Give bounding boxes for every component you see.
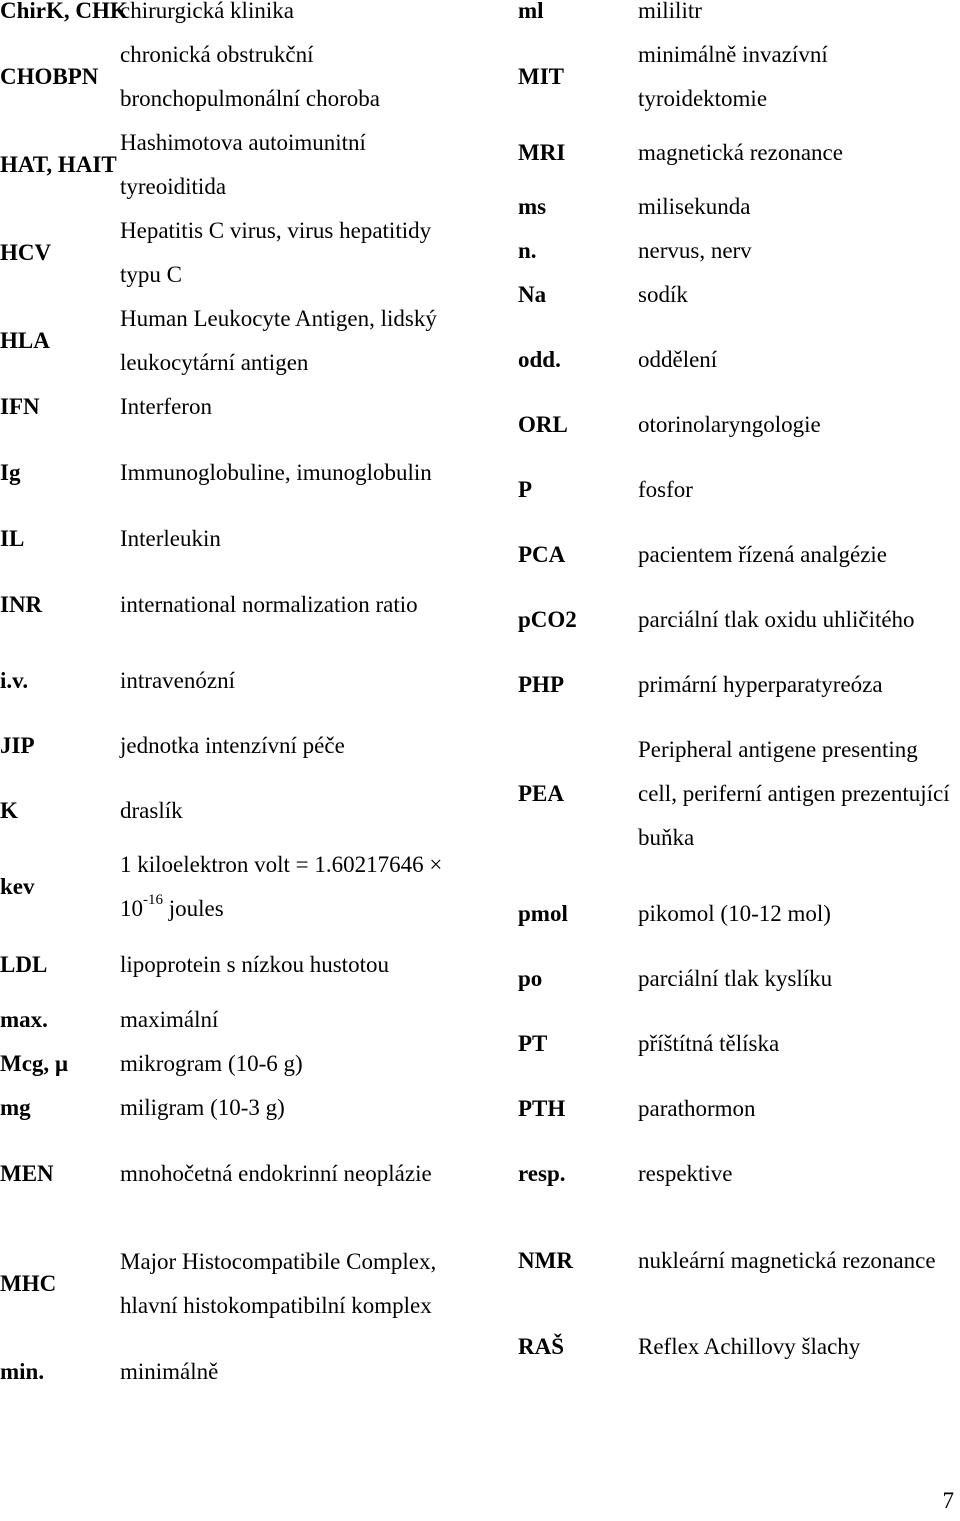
abbreviation-definition: Reflex Achillovy šlachy <box>638 1334 861 1359</box>
abbreviation-definition: parciální tlak oxidu uhličitého <box>638 607 915 632</box>
abbreviation-entry-p <box>518 447 960 533</box>
abbreviation-term: MHC <box>0 1271 57 1296</box>
abbreviation-entry-php <box>518 663 960 707</box>
abbreviation-definition: pikomol (10-12 mol) <box>638 901 831 926</box>
abbreviation-list-right <box>518 0 960 1379</box>
abbreviation-entry-men <box>0 1130 480 1218</box>
abbreviation-term: pmol <box>518 901 568 926</box>
abbreviation-term: PTH <box>518 1096 566 1121</box>
abbreviation-term: MIT <box>518 64 564 89</box>
abbreviation-term: LDL <box>0 951 48 977</box>
abbreviation-entry-ms <box>518 185 960 229</box>
abbreviation-definition: Peripheral antigene presenting cell, periferní antigen prezentující buňka <box>638 737 950 850</box>
abbreviation-entry-jip <box>0 713 480 779</box>
abbreviation-definition: maximální <box>120 1007 219 1032</box>
abbreviation-definition: chronická obstrukční bronchopulmonální choroba <box>120 42 380 111</box>
abbreviation-entry-resp <box>518 1141 960 1207</box>
abbreviation-definition: parathormon <box>638 1096 756 1121</box>
abbreviation-term: min. <box>0 1359 45 1384</box>
abbreviation-term: mg <box>0 1095 31 1120</box>
abbreviation-definition: Hepatitis C virus, virus hepatitidy typu C <box>120 218 432 287</box>
abbreviation-definition: mikrogram (10-6 g) <box>120 1051 303 1076</box>
abbreviation-entry-i-v <box>0 649 480 713</box>
abbreviation-term: PCA <box>518 542 566 567</box>
abbreviation-entry-pmol <box>518 881 960 947</box>
abbreviation-entry-n <box>518 229 960 273</box>
abbreviation-entry-po <box>518 947 960 1011</box>
abbreviation-definition: pacientem řízená analgézie <box>638 542 888 567</box>
abbreviation-definition: Interferon <box>120 394 212 419</box>
abbreviation-entry-pea <box>518 707 960 881</box>
abbreviation-term: PT <box>518 1031 548 1056</box>
abbreviation-term: ml <box>518 0 544 23</box>
abbreviation-entry-max <box>0 998 480 1042</box>
definition-unit: joules <box>163 896 224 921</box>
abbreviation-definition: intravenózní <box>120 668 235 693</box>
abbreviation-definition: milisekunda <box>638 194 751 219</box>
abbreviation-term: Na <box>518 282 547 307</box>
abbreviation-entry-chobpn <box>0 33 480 121</box>
abbreviation-definition: Interleukin <box>120 526 221 551</box>
abbreviation-term: CHOBPN <box>0 64 99 89</box>
definition-text: 1 kiloelektron volt = 1.60217646 × 10 <box>120 852 443 921</box>
abbreviation-term: odd. <box>518 347 561 372</box>
abbreviation-term: RAŠ <box>518 1334 565 1359</box>
abbreviation-entry-orl <box>518 403 960 447</box>
abbreviation-definition: Hashimotova autoimunitní tyreoiditida <box>120 130 366 199</box>
abbreviation-term: HLA <box>0 328 50 353</box>
abbreviation-term: INR <box>0 592 43 617</box>
abbreviation-entry-kev <box>0 843 480 931</box>
abbreviation-term: n. <box>518 238 537 263</box>
abbreviation-term: max. <box>0 1007 48 1032</box>
abbreviation-entry-min <box>0 1350 480 1394</box>
abbreviation-entry-mri <box>518 121 960 185</box>
abbreviation-entry-hla <box>0 297 480 385</box>
page-number: 7 <box>942 1488 954 1513</box>
abbreviation-definition: mnohočetná endokrinní neoplázie <box>120 1161 432 1186</box>
abbreviation-definition: nukleární magnetická rezonance <box>638 1248 936 1273</box>
abbreviation-entry-mhc <box>0 1218 480 1350</box>
abbreviation-term: HCV <box>0 240 52 265</box>
abbreviation-term: ORL <box>518 412 568 437</box>
abbreviation-entry-pth <box>518 1077 960 1141</box>
abbreviation-entry-na <box>518 273 960 317</box>
abbreviation-term: MRI <box>518 140 566 165</box>
abbreviation-term: MEN <box>0 1161 54 1186</box>
abbreviation-entry-odd <box>518 317 960 403</box>
abbreviation-entry-mg <box>0 1086 480 1130</box>
abbreviation-definition: minimálně <box>120 1359 219 1384</box>
abbreviation-entry-nmr <box>518 1207 960 1315</box>
abbreviation-entry-ig <box>0 429 480 517</box>
abbreviation-definition: Major Histocompatibile Complex, hlavní histokompatibilní komplex <box>120 1249 437 1318</box>
abbreviation-definition: oddělení <box>638 347 718 372</box>
abbreviation-entry-ldl <box>0 931 480 998</box>
abbreviation-term: IFN <box>0 394 40 419</box>
abbreviation-term: HAT, HAIT <box>0 152 117 177</box>
abbreviation-definition: jednotka intenzívní péče <box>120 733 345 758</box>
abbreviation-definition <box>120 843 450 931</box>
abbreviation-term: PHP <box>518 672 564 697</box>
abbreviation-term: Ig <box>0 460 21 485</box>
abbreviation-definition: nervus, nerv <box>638 238 752 263</box>
abbreviation-definition: sodík <box>638 282 688 307</box>
definition-exponent: -16 <box>143 892 163 909</box>
abbreviation-entry-il <box>0 517 480 561</box>
abbreviation-entry-mcg <box>0 1042 480 1086</box>
abbreviation-term: ChirK, CHK <box>0 0 128 23</box>
abbreviation-definition: příštítná tělíska <box>638 1031 780 1056</box>
abbreviation-term: po <box>518 966 543 991</box>
abbreviation-definition: minimálně invazívní tyroidektomie <box>638 42 828 111</box>
abbreviation-entry-ifn <box>0 385 480 429</box>
abbreviation-term: i.v. <box>0 668 29 693</box>
abbreviation-entry-hcv <box>0 209 480 297</box>
abbreviation-definition: otorinolaryngologie <box>638 412 821 437</box>
abbreviation-entry-inr <box>0 561 480 649</box>
abbreviation-entry-k <box>0 779 480 843</box>
abbreviation-entry-ml <box>518 0 960 33</box>
abbreviation-definition: fosfor <box>638 477 693 502</box>
abbreviation-definition: respektive <box>638 1161 733 1186</box>
abbreviation-definition: mililitr <box>638 0 702 23</box>
abbreviation-term: NMR <box>518 1248 573 1273</box>
abbreviation-entry-hat-hait <box>0 121 480 209</box>
abbreviation-entry-pco2 <box>518 577 960 663</box>
abbreviation-definition: Immunoglobuline, imunoglobulin <box>120 460 432 485</box>
abbreviation-entry-pt <box>518 1011 960 1077</box>
abbreviation-definition: miligram (10-3 g) <box>120 1095 285 1120</box>
abbreviation-term: K <box>0 798 18 823</box>
abbreviation-definition: primární hyperparatyreóza <box>638 672 883 697</box>
abbreviation-entry-mit <box>518 33 960 121</box>
abbreviation-list-left <box>0 0 480 1394</box>
abbreviation-term: Mcg, µ <box>0 1051 69 1076</box>
abbreviation-entry-chirk-chk <box>0 0 480 33</box>
abbreviation-definition: lipoprotein s nízkou hustotou <box>120 951 389 977</box>
abbreviation-entry-pca <box>518 533 960 577</box>
abbreviation-entry-ras <box>518 1315 960 1379</box>
abbreviation-definition: parciální tlak kyslíku <box>638 966 833 991</box>
abbreviation-definition: draslík <box>120 798 183 823</box>
abbreviation-term: kev <box>0 874 35 899</box>
abbreviation-definition: chirurgická klinika <box>120 0 294 23</box>
abbreviation-term: PEA <box>518 781 564 806</box>
abbreviation-term: pCO2 <box>518 607 577 632</box>
abbreviation-term: ms <box>518 194 547 219</box>
abbreviation-term: IL <box>0 526 25 551</box>
abbreviation-definition: magnetická rezonance <box>638 140 843 165</box>
abbreviation-term: P <box>518 477 533 502</box>
abbreviation-definition: Human Leukocyte Antigen, lidský leukocytární antigen <box>120 306 437 375</box>
abbreviation-term: JIP <box>0 733 35 758</box>
abbreviation-term: resp. <box>518 1161 566 1186</box>
abbreviation-definition: international normalization ratio <box>120 592 418 617</box>
